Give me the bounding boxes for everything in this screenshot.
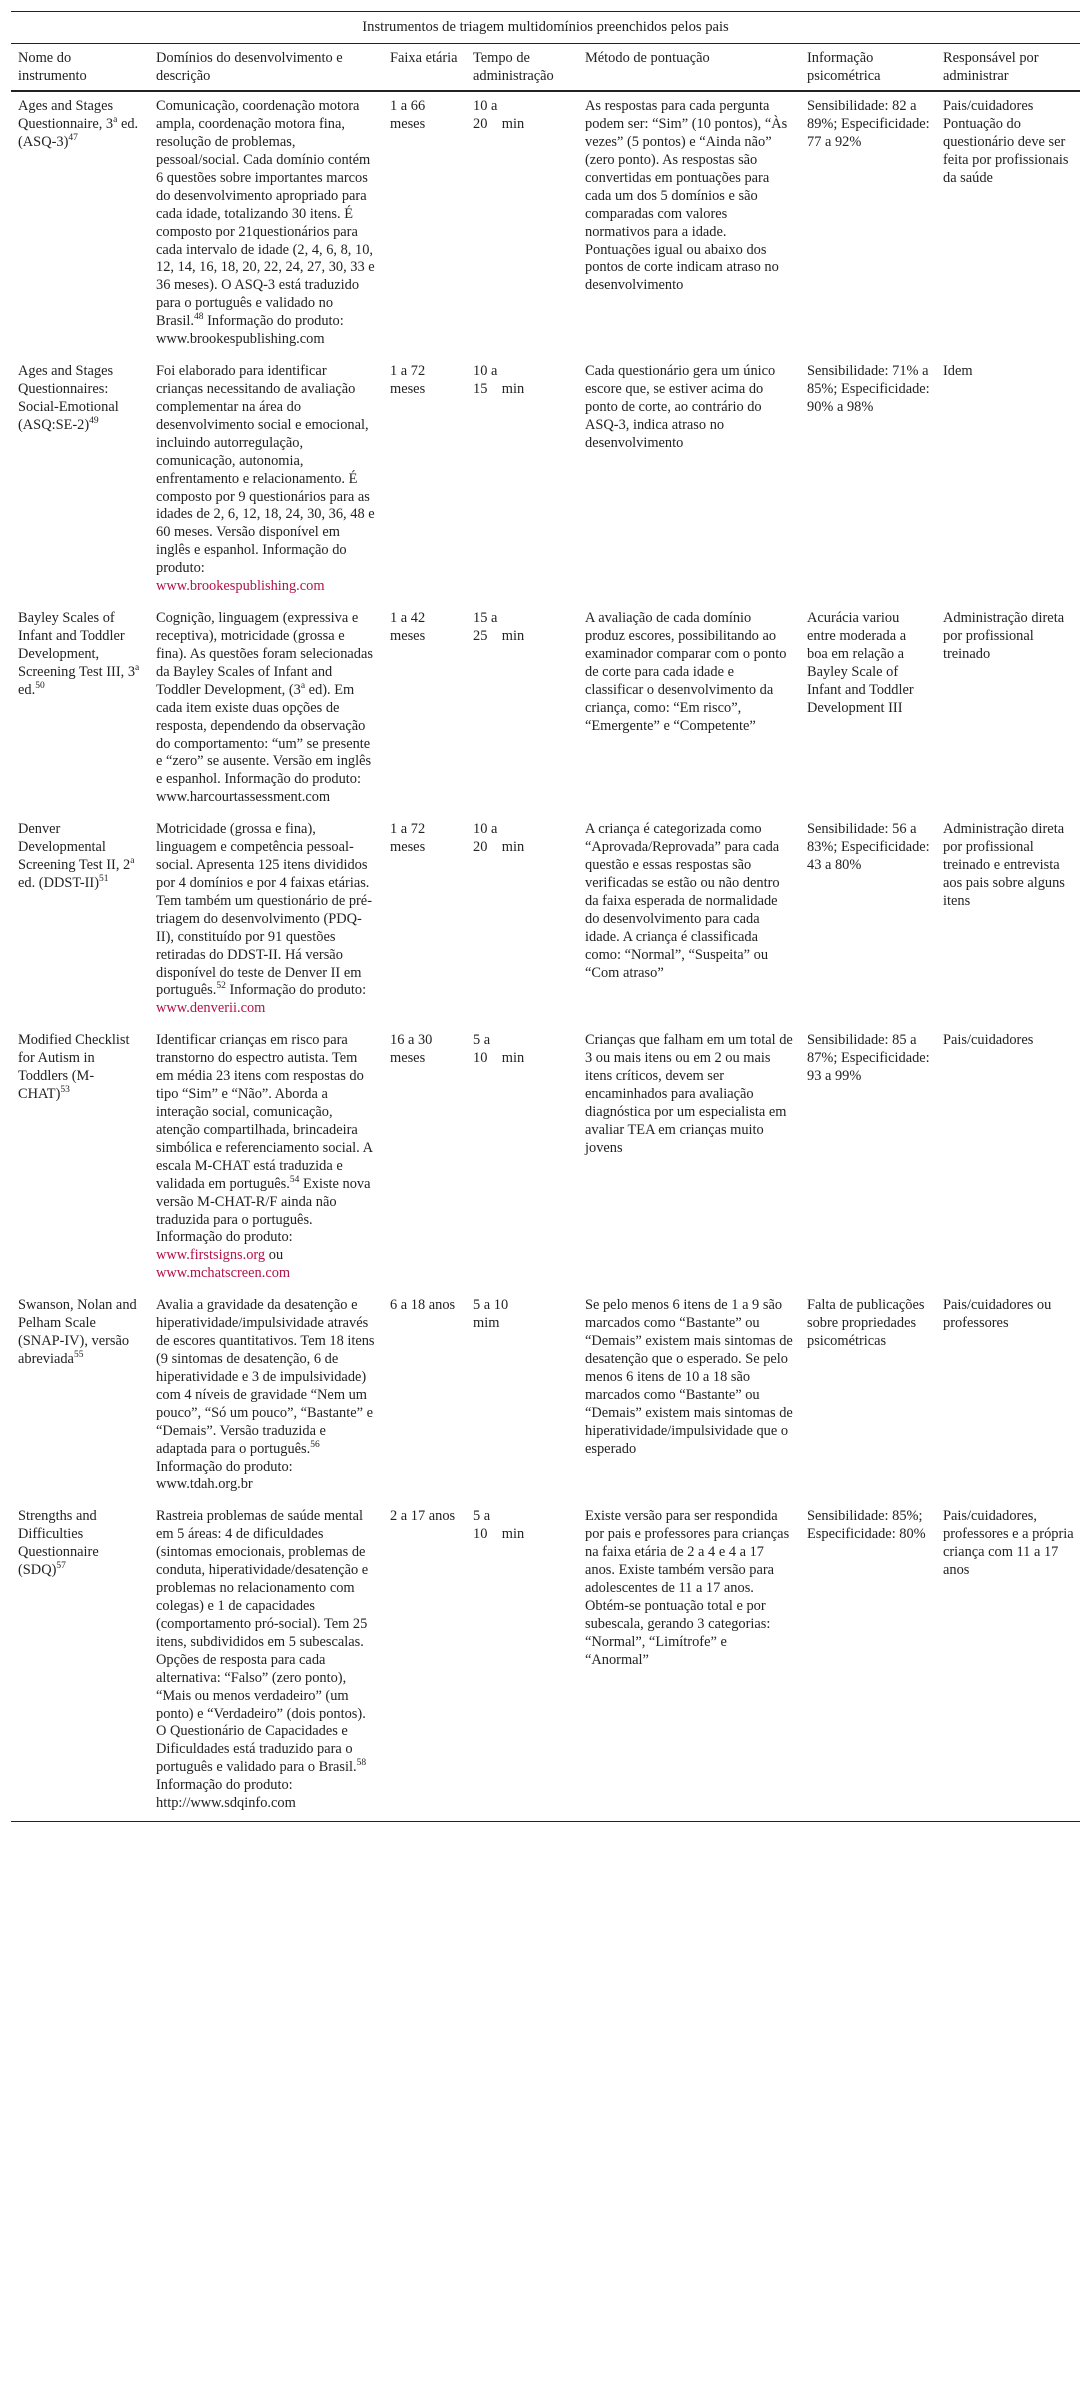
age-range-cell: 1 a 66 meses — [390, 98, 426, 133]
scoring-cell: As respostas para cada pergunta podem ser: “Sim” (10 pontos), “Às vezes” (5 pontos) e “Ainda não” (zero ponto). As respostas são convertidas em pontuações para cada um dos 5 domínios e são comparadas com valores normativos para a idade. Pontuações igual ou abaixo dos pontos de corte indicam atraso no desenvolvimento — [585, 98, 788, 294]
reference-marker: 58 — [356, 1758, 367, 1769]
table-row-denver — [11, 815, 1080, 1026]
scoring-cell: A criança é categorizada como “Aprovada/Reprovada” para cada questão e essas respostas são verificadas se estão ou não dentro da faixa esperada de normalidade do desenvolvimento para cada idade. A criança é classificada como: “Normal”, “Suspeita” ou “Com atraso” — [585, 821, 780, 981]
product-link[interactable]: www.brookespublishing.com — [156, 578, 325, 595]
header-domains: Domínios do desenvolvimento e descrição — [149, 44, 383, 92]
scoring-cell: Cada questionário gera um único escore que, se estiver acima do ponto de corte, ao contrário do ASQ-3, indica atraso no desenvolvimento — [585, 363, 776, 451]
scoring-cell: Crianças que falham em um total de 3 ou mais itens ou em 2 ou mais itens críticos, devem ser encaminhados para avaliação diagnóstica por um especialista em avaliar TEA em crianças muito jovens — [585, 1032, 793, 1156]
psychometric-cell: Falta de publicações sobre propriedades psicométricas — [807, 1297, 925, 1350]
table-row-mchat — [11, 1026, 1080, 1291]
administrator-cell: Pais/cuidadores, professores e a própria criança com 11 a 17 anos — [936, 1502, 1080, 1821]
psychometric-cell: Sensibilidade: 56 a 83%; Especificidade: 43 a 80% — [807, 821, 930, 874]
header-psychometric: Informação psicométrica — [800, 44, 936, 92]
reference-marker: 49 — [89, 416, 99, 427]
screening-instruments-table — [11, 11, 1080, 1822]
reference-marker: 55 — [73, 1350, 84, 1361]
header-time: Tempo de administração — [466, 44, 578, 92]
instrument-name-cell: Denver Developmental Screening Test II, 2$^a$ ed. (DDST-II)$^{51}$ — [18, 821, 135, 891]
admin-time-cell: 5 a 10 mim — [473, 1297, 509, 1332]
reference-marker: 57 — [56, 1561, 66, 1572]
header-administrator: Responsável por administrar — [936, 44, 1080, 92]
description-cell: Motricidade (grossa e fina), linguagem e competência pessoal-social. Apresenta 125 itens divididos por 4 domínios e por 4 faixas etárias. Tem também um questionário de pré-triagem do desenvolvimento (PDQ-II), constituído por 91 questões retiradas do DDST-II. Há versão disponível do teste de Denver II em português.$^{52}$ Informação do produto: www.denverii.com — [156, 821, 372, 1017]
reference-marker: 47 — [68, 133, 78, 144]
instrument-name-cell: Swanson, Nolan and Pelham Scale (SNAP-IV), versão abreviada$^{55}$ — [18, 1297, 137, 1367]
table-row-asq3 — [11, 91, 1080, 357]
age-range-cell: 2 a 17 anos — [383, 1502, 466, 1821]
instrument-name-cell: Ages and Stages Questionnaire, 3$^a$ ed. $(ASQ-3)^{47}$ — [18, 98, 139, 150]
table-row-snap-iv — [11, 1291, 1080, 1502]
instrument-name-cell: Bayley Scales of Infant and Toddler Development, Screening Test III, 3$^a$ ed.$^{50}$ — [18, 610, 140, 698]
reference-marker: 52 — [216, 981, 226, 992]
document-page — [11, 0, 1080, 1822]
admin-time-cell: 15 a 25 min — [473, 610, 525, 644]
table-caption: Instrumentos de triagem multidomínios preenchidos pelos pais — [11, 11, 1080, 43]
table-header-row — [11, 44, 1080, 92]
admin-time-cell: 5 a 10 min — [473, 1032, 525, 1067]
admin-time-cell: 10 a 20 min — [473, 98, 525, 133]
reference-marker: 51 — [99, 874, 109, 885]
description-cell: Rastreia problemas de saúde mental em 5 áreas: 4 de dificuldades (sintomas emocionais, problemas de conduta, hiperatividade/desatenção e problemas no relacionamento com colegas) e 1 de capacidades (comportamento pró-social). Tem 25 itens, subdivididos em 5 subescalas. Opções de resposta para cada alternativa: “Falso” (zero ponto), “Mais ou menos verdadeiro” (um ponto) e “Verdadeiro” (dois pontos). O Questionário de Capacidades e Dificuldades está traduzido para o português e validado para o Brasil.$^{58}$ Informação do produto: http://www.sdqinfo.com — [149, 1502, 383, 1821]
admin-time-cell: 5 a 10 min — [466, 1502, 578, 1821]
product-url[interactable]: www.brookespublishing.com — [156, 331, 325, 348]
product-url[interactable]: http://www.sdqinfo.com — [156, 1795, 296, 1812]
instrument-name-cell: Strengths and Difficulties Questionnaire (SDQ)$^{57}$ — [11, 1502, 149, 1821]
reference-marker: 54 — [289, 1174, 300, 1185]
administrator-cell: Pais/cuidadores Pontuação do questionário deve ser feita por profissionais da saúde — [943, 98, 1069, 186]
administrator-cell: Idem — [943, 363, 973, 380]
product-link[interactable]: www.denverii.com — [156, 1000, 266, 1017]
table-row-bayley — [11, 604, 1080, 815]
age-range-cell: 6 a 18 anos — [390, 1297, 456, 1314]
header-scoring: Método de pontuação — [578, 44, 800, 92]
admin-time-cell: 10 a 20 min — [473, 821, 525, 856]
admin-time-cell: 10 a 15 min — [473, 363, 525, 397]
product-url[interactable]: www.harcourtassessment.com — [156, 789, 331, 806]
age-range-cell: 1 a 42 meses — [390, 610, 426, 644]
psychometric-cell: Sensibilidade: 85 a 87%; Especificidade: 93 a 99% — [807, 1032, 930, 1085]
table-row-sdq — [11, 1502, 1080, 1821]
scoring-cell: Existe versão para ser respondida por pais e professores para crianças na faixa etária de 2 a 4 e 4 a 17 anos. Existe também versão para adolescentes de 11 a 17 anos. Obtém-se pontuação total e por subescala, gerando 3 categorias: “Normal”, “Limítrofe” e “Anormal” — [578, 1502, 800, 1821]
instrument-name-cell: Modified Checklist for Autism in Toddlers (M-CHAT)$^{53}$ — [18, 1032, 130, 1103]
scoring-cell: A avaliação de cada domínio produz escores, possibilitando ao examinador comparar com o ponto de corte para cada idade e classificar o desenvolvimento da criança, como: “Em risco”, “Emergente” e “Competente” — [585, 610, 787, 734]
product-link-alt[interactable]: www.mchatscreen.com — [156, 1265, 291, 1282]
header-instrument: Nome do instrumento — [11, 44, 149, 92]
psychometric-cell: Sensibilidade: 82 a 89%; Especificidade: 77 a 92% — [807, 98, 930, 150]
reference-marker: 50 — [35, 680, 45, 691]
psychometric-cell: Sensibilidade: 71% a 85%; Especificidade: 90% a 98% — [807, 363, 930, 415]
reference-marker: 56 — [310, 1439, 320, 1450]
instrument-name-cell: Ages and Stages Questionnaires: Social-Emotional (ASQ:SE-2)$^{49}$ — [18, 363, 119, 433]
header-age: Faixa etária — [383, 44, 466, 92]
description-cell: Comunicação, coordenação motora ampla, coordenação motora fina, resolução de problemas, pessoal/social. Cada domínio contém 6 questões sobre importantes marcos do desenvolvimento apropriado para cada idade, totalizando 30 itens. É composto por 21questionários para cada intervalo de idade (2, 4, 6, 8, 10, 12, 14, 16, 18, 20, 22, 24, 27, 30, 33 e 36 meses). O ASQ-3 está traduzido para o português e validado no Brasil.$^{48}$ Informação do produto: www.brookespublishing.com — [156, 98, 375, 348]
table-row-asq-se2 — [11, 357, 1080, 604]
description-cell: Identificar crianças em risco para transtorno do espectro autista. Tem em média 23 itens com respostas do tipo “Sim” e “Não”. Aborda a interação social, comunicação, atenção compartilhada, brincadeira simbólica e referenciamento social. A escala M-CHAT está traduzida e validada em português.$^{54}$ Existe nova versão M-CHAT-R/F ainda não traduzida para o português. Informação do produto: www.firstsigns.org ou www.mchatscreen.com — [156, 1032, 373, 1282]
administrator-cell: Pais/cuidadores — [943, 1032, 1034, 1049]
reference-marker: 53 — [60, 1085, 70, 1096]
product-url[interactable]: www.tdah.org.br — [156, 1476, 253, 1493]
description-cell: Cognição, linguagem (expressiva e receptiva), motricidade (grossa e fina). As questões foram selecionadas da Bayley Scales of Infant and Toddler Development, (3$^a$ ed). Em cada item existe duas opções de resposta, dependendo da observação do comportamento: “um” se presente e “zero” se ausente. Versão em inglês e espanhol. Informação do produto: www.harcourtassessment.com — [156, 610, 373, 806]
age-range-cell: 1 a 72 meses — [390, 363, 426, 397]
administrator-cell: Administração direta por profissional treinado — [943, 610, 1065, 662]
psychometric-cell: Acurácia variou entre moderada a boa em relação a Bayley Scale of Infant and Toddler Development III — [807, 610, 914, 716]
description-cell: Foi elaborado para identificar crianças necessitando de avaliação complementar na área do desenvolvimento social e emocional, incluindo autorregulação, comunicação, autonomia, enfrentamento e relacionamento. É composto por 9 questionários para as idades de 2, 6, 12, 18, 24, 30, 36, 48 e 60 meses. Versão disponível em inglês e espanhol. Informação do produto: www.brookespublishing.com — [156, 363, 375, 595]
product-link[interactable]: www.firstsigns.org — [156, 1247, 266, 1264]
age-range-cell: 1 a 72 meses — [390, 821, 426, 856]
description-cell: Avalia a gravidade da desatenção e hiperatividade/impulsividade através de escores quantitativos. Tem 18 itens (9 sintomas de desatenção, 6 de hiperatividade e 3 de impulsividade) com 4 níveis de gravidade “Nem um pouco”, “Só um pouco”, “Bastante” e “Demais”. Versão traduzida e adaptada para o português.$^{56}$ Informação do produto: www.tdah.org.br — [156, 1297, 375, 1493]
reference-marker: 48 — [193, 312, 204, 323]
psychometric-cell: Sensibilidade: 85%; Especificidade: 80% — [800, 1502, 936, 1821]
scoring-cell: Se pelo menos 6 itens de 1 a 9 são marcados como “Bastante” ou “Demais” existem mais sintomas de desatenção que o esperado. Se pelo menos 6 itens de 10 a 18 são marcados como “Bastante” ou “Demais” existem mais sintomas de hiperatividade/impulsividade que o esperado — [585, 1297, 793, 1457]
administrator-cell: Administração direta por profissional treinado e entrevista aos pais sobre alguns itens — [943, 821, 1065, 909]
administrator-cell: Pais/cuidadores ou professores — [943, 1297, 1052, 1332]
age-range-cell: 16 a 30 meses — [390, 1032, 433, 1067]
